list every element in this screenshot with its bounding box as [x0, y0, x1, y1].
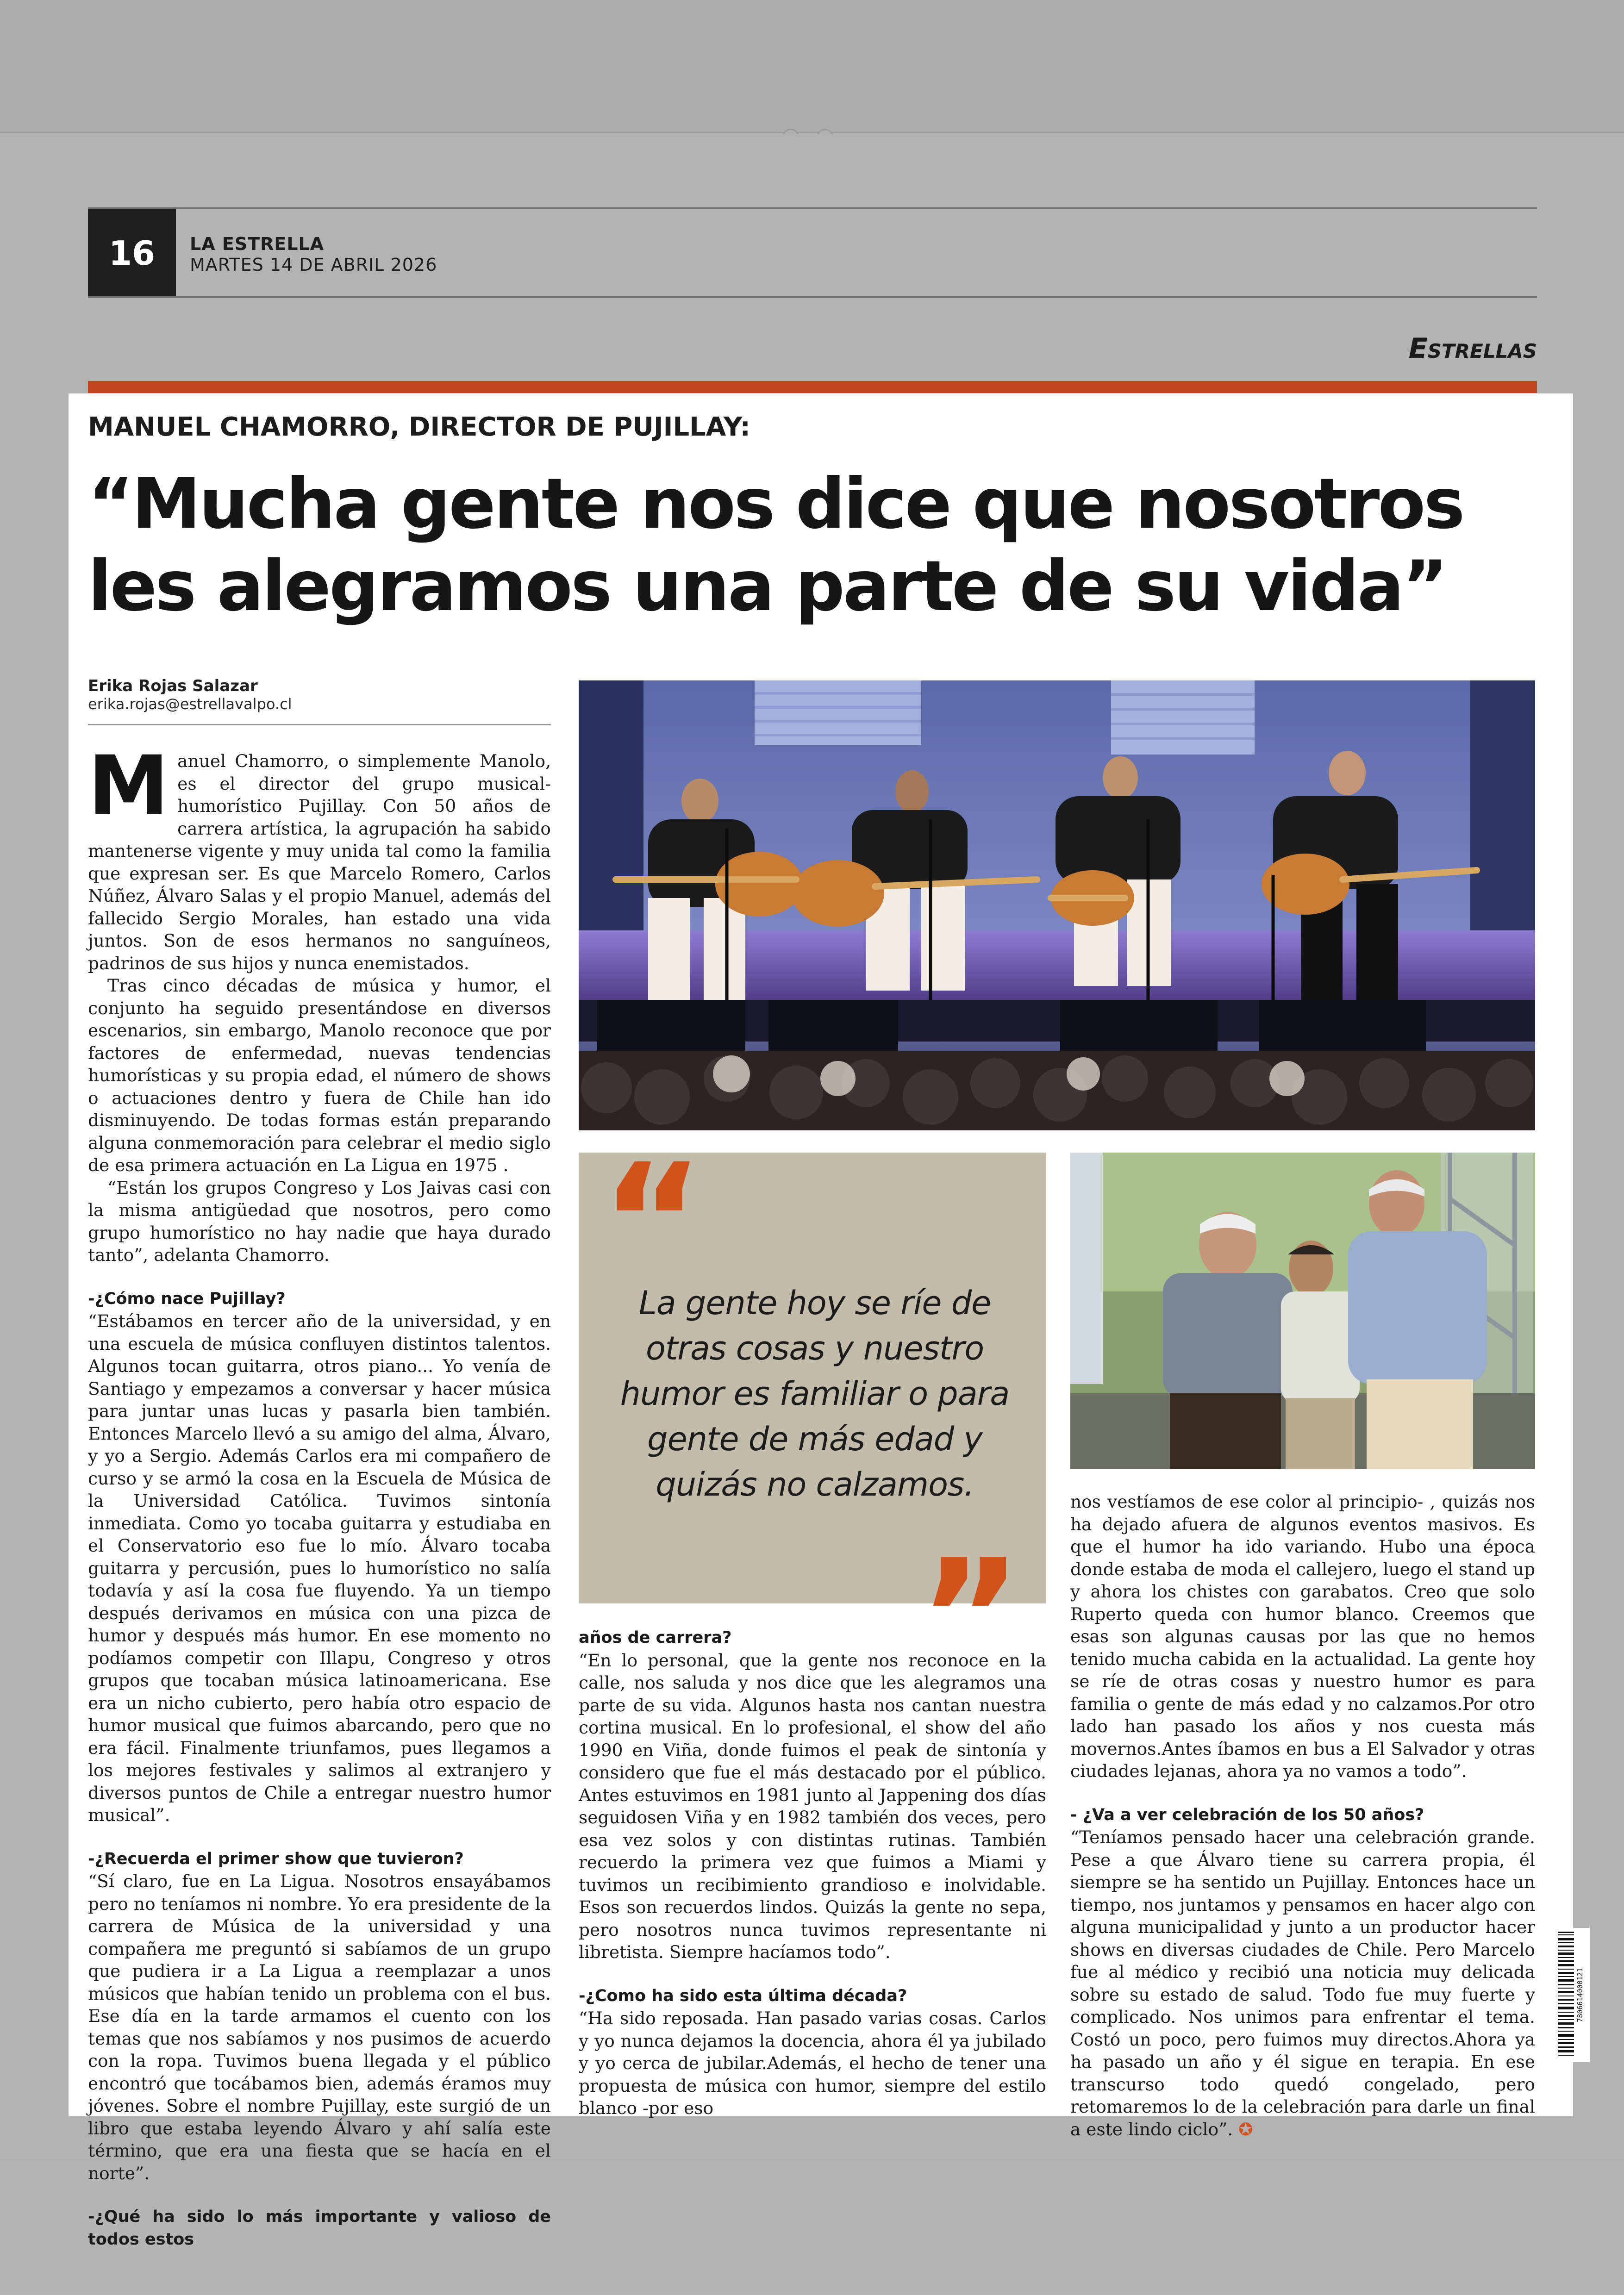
interview-answer: nos vestíamos de ese color al principio- , quizás nos ha dejado afuera de algunos eventos masivos. Es que el humor ha ido variando. Hubo una época donde estaba de moda el callejero, luego el stand up y ahora los chistes con garabatos. Creo que solo Ruperto queda con humor blanco. Creemos que esas son algunas causas por las que no hemos tenido mucha cabida en la actualidad. La gente hoy se ríe de otras cosas y nuestro humor es para familia o gente de más edad y no calzamos.Por otro lado han pasado los años y nos cuesta más movernos.Antes íbamos en bus a El Salvador y otras ciudades lejanas, ahora ya no vamos a todo”. — [1070, 1491, 1535, 1781]
byline-email[interactable]: erika.rojas@estrellavalpo.cl — [88, 695, 292, 713]
interview-answer: “En lo personal, que la gente nos reconoce en la calle, nos saluda y nos dice que les alegramos una parte de su vida. Algunos hasta nos cantan nuestra cortina musical. En lo profesional, el show del año 1990 en Viña, donde fuimos el peak de sintonía y considero que fue el más destacado por el público. Antes estuvimos en 1981 junto al Jappening dos días seguidosen Viña y en 1982 también dos veces, pero esa vez solos y con distintas rutinas. También recuerdo la primera vez que fuimos a Miami y tuvimos un recibimiento grandioso e inolvidable. Esos son recuerdos lindos. Quizás la gente no sepa, pero nosotros nunca tuvimos representante ni libretista. Siempre hacíamos todo”. — [579, 1650, 1046, 1962]
barcode-icon — [1555, 1928, 1590, 2062]
quote-close-icon: ” — [918, 1526, 1022, 1709]
quote-open-icon: “ — [601, 1130, 705, 1314]
barcode-number: 7806614000121 — [1576, 1968, 1584, 2022]
lead-text: anuel Chamorro, o simplemente Manolo, es el director del grupo musical-humorístico Pujillay. Con 50 años de carrera artística, la agrupación ha sabido mantenerse vigente y muy unida tal como la familia que expresan ser. Es que Marcelo Romero, Carlos Núñez, Álvaro Salas y el propio Manuel, además del fallecido Sergio Morales, han estado una vida juntos. Son de esos hermanos no sanguíneos, padrinos de sus hijos y nunca enemistados. — [88, 751, 551, 973]
interview-question: -¿Como ha sido esta última década? — [579, 1986, 907, 2005]
drop-cap: M — [88, 738, 169, 833]
byline-divider — [88, 724, 551, 725]
interview-question: -¿Qué ha sido lo más importante y valioso de todos estos — [88, 2208, 551, 2249]
article-headline: “Mucha gente nos dice que nosotros les alegramos una parte de su vida” — [88, 464, 1463, 627]
interview-answer — [1070, 1826, 1535, 2140]
end-of-article-icon: ✪ — [1238, 2119, 1253, 2139]
viewer-toolbar — [0, 0, 1624, 133]
interview-question: años de carrera? — [579, 1628, 732, 1647]
interview-answer: “Sí claro, fue en La Ligua. Nosotros ensayábamos pero no teníamos ni nombre. Yo era presidente de la carrera de Música de la universidad y una compañera me preguntó si sabíamos de un grupo que pudiera ir a La Ligua a reemplazar a unos músicos que habían tenido un problema con el bus. Ese día en la tarde armamos el cuento con los temas que nos sabíamos y nos pusimos de acuerdo con la ropa. Tuvimos buena llegada y el público encontró que tocábamos bien, además éramos muy jóvenes. Sobre el nombre Pujillay, este surgió de un libro que estaba leyendo Álvaro y ahí salía este término, que era una fiesta que se hacía en el norte”. — [88, 1871, 551, 2183]
header-top-rule — [88, 207, 1537, 209]
interview-answer: “Ha sido reposada. Han pasado varias cosas. Carlos y yo nunca dejamos la docencia, ahora él ya jubilado y yo cerca de jubilar.Además, el hecho de tener una propuesta de música con humor, siempre del estilo blanco -por eso — [579, 2008, 1046, 2118]
pull-quote-text: La gente hoy se ríe de otras cosas y nuestro humor es familiar o para gente de más edad y quizás no calzamos. — [620, 1284, 1010, 1503]
article-column-2 — [579, 1627, 1046, 2118]
interview-question: - ¿Va a ver celebración de los 50 años? — [1070, 1805, 1424, 1824]
section-accent-bar — [88, 381, 1537, 393]
concert-photo — [579, 680, 1535, 1130]
article — [69, 393, 1573, 2249]
answer-text: “Teníamos pensado hacer una celebración grande. Pese a que Álvaro tiene su carrera propia, él siempre se ha sentido un Pujillay. Entonces hace un tiempo, nos juntamos y pensamos en hacer algo con alguna municipalidad y junto a un productor hacer shows en diversas ciudades de Chile. Pero Marcelo fue al médico y recibió una noticia muy delicada sobre su estado de salud. Todo fue muy fuerte y complicado. Nos unimos para enfrentar el tema. Costó un poco, pero fuimos muy directos.Ahora ya ha pasado un año y él sigue en terapia. En ese transcurso todo quedó congelado, pero retomaremos lo de la celebración para darle un final a este lindo ciclo”. — [1070, 1827, 1535, 2139]
header-bottom-rule — [88, 296, 1537, 298]
body-paragraph: “Están los grupos Congreso y Los Jaivas casi con la misma antigüedad que nosotros, pero como grupo humorístico no hay nadie que haya durado tanto”, adelanta Chamorro. — [88, 1177, 551, 1265]
body-paragraph: Tras cinco décadas de música y humor, el conjunto ha seguido presentándose en diversos escenarios, sin embargo, Manolo reconoce que por factores de enfermedad, nuevas tendencias humorísticas y su propia edad, el número de shows o actuaciones dentro y fuera de Chile han ido disminuyendo. De todas formas están preparando alguna conmemoración para celebrar el medio siglo de esa primera actuación en La Ligua en 1975 . — [88, 975, 551, 1175]
interview-question: -¿Recuerda el primer show que tuvieron? — [88, 1849, 464, 1868]
interview-question: -¿Cómo nace Pujillay? — [88, 1289, 286, 1308]
byline-author: Erika Rojas Salazar — [88, 677, 258, 695]
group-portrait-image — [1070, 1153, 1535, 1469]
group-portrait-photo — [1070, 1153, 1535, 1469]
article-kicker: MANUEL CHAMORRO, DIRECTOR DE PUJILLAY: — [88, 412, 750, 442]
lead-paragraph — [88, 738, 551, 974]
newspaper-name: LA ESTRELLA — [190, 234, 325, 254]
interview-answer: “Estábamos en tercer año de la universidad, y en una escuela de música confluyen distintos talentos. Algunos tocan guitarra, otros piano... Yo venía de Santiago y empezamos a conversar y hacer música para juntar unas lucas y pasarla bien también. Entonces Marcelo llevó a su amigo del alma, Álvaro, y yo a Sergio. Además Carlos era mi compañero de curso y se armó la cosa en la Escuela de Música de la Universidad Católica. Tuvimos sintonía inmediata. Como yo tocaba guitarra y estudiaba en el Conservatorio eso fue lo mío. Álvaro tocaba guitarra y percusión, pues lo humorístico no salía todavía y así la cosa fue fluyendo. Ya un tiempo después derivamos en música con una pizca de humor y después más humor. En ese momento no podíamos competir con Illapu, Congreso y otros grupos que tocaban música latinoamericana. Ese era un nicho cubierto, pero había otro espacio de humor musical que fuimos abarcando, pero que no era fácil. Finalmente triunfamos, pues llegamos a los mejores festivales y salimos al extranjero y diversos puntos de Chile a entregar nuestro humor musical”. — [88, 1311, 551, 1825]
article-column-1 — [88, 738, 551, 2249]
newspaper-date: MARTES 14 DE ABRIL 2026 — [190, 255, 437, 275]
concert-photo-image — [579, 680, 1535, 1130]
section-label: Estrellas — [1408, 332, 1537, 365]
page-number: 16 — [88, 209, 176, 297]
barcode — [1555, 1928, 1590, 2062]
article-column-3 — [1070, 1491, 1535, 2139]
